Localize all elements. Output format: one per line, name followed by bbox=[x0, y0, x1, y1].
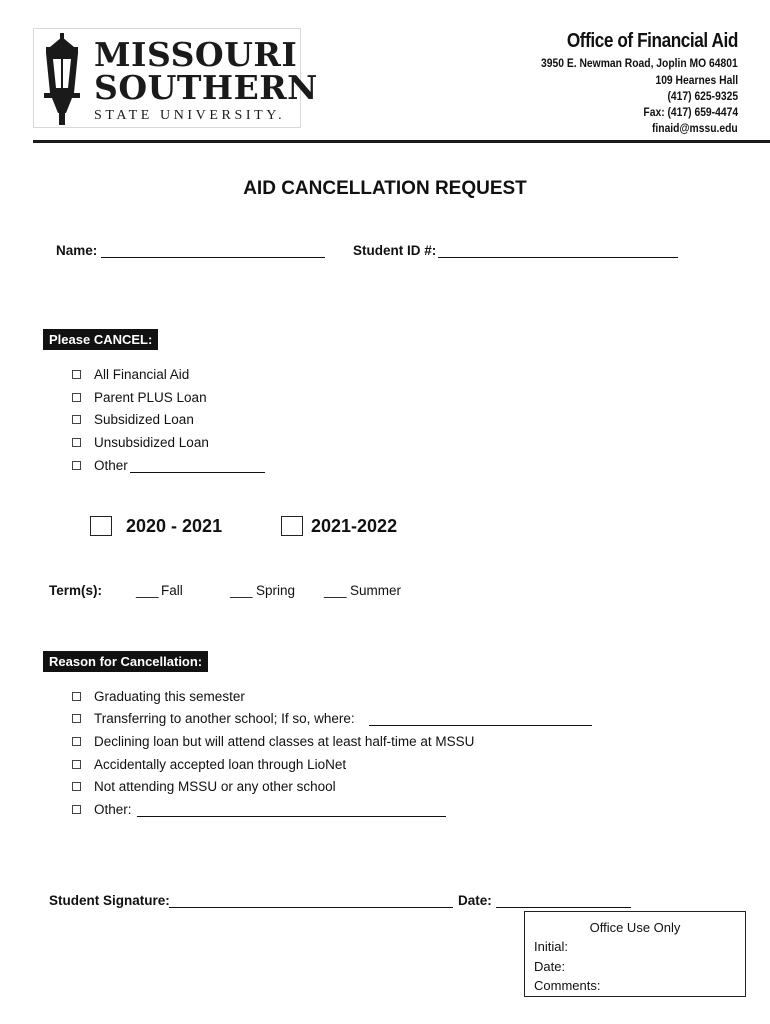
term-fall-blank[interactable]: ___ bbox=[136, 583, 159, 598]
reason-other-checkbox[interactable] bbox=[72, 805, 81, 814]
signature-label: Student Signature: bbox=[49, 893, 170, 908]
cancel-option-label: Other bbox=[94, 458, 128, 473]
cancel-section-heading: Please CANCEL: bbox=[43, 329, 158, 350]
cancel-all-aid-checkbox[interactable] bbox=[72, 370, 81, 379]
reason-declining-loan-checkbox[interactable] bbox=[72, 737, 81, 746]
reason-transferring-checkbox[interactable] bbox=[72, 714, 81, 723]
header-divider bbox=[33, 140, 770, 143]
signature-field[interactable] bbox=[169, 907, 453, 908]
year-2021-2022-checkbox[interactable] bbox=[281, 516, 303, 536]
term-option-label: Fall bbox=[161, 583, 183, 598]
year-2020-2021-checkbox[interactable] bbox=[90, 516, 112, 536]
term-option-label: Summer bbox=[350, 583, 402, 598]
name-field[interactable] bbox=[101, 257, 325, 258]
reason-not-attending-checkbox[interactable] bbox=[72, 782, 81, 791]
reason-other-field[interactable] bbox=[137, 816, 446, 817]
cancel-option-label: All Financial Aid bbox=[94, 367, 190, 382]
reason-option-label: Transferring to another school; If so, where: bbox=[94, 711, 355, 726]
date-field[interactable] bbox=[496, 907, 631, 908]
logo-text-line1: MISSOURI bbox=[94, 35, 298, 74]
reason-section-heading: Reason for Cancellation: bbox=[43, 651, 208, 672]
address-email: finaid@mssu.edu bbox=[652, 121, 738, 135]
cancel-option-label: Parent PLUS Loan bbox=[94, 390, 207, 405]
student-id-label: Student ID #: bbox=[353, 243, 437, 258]
office-title: Office of Financial Aid bbox=[566, 30, 738, 52]
cancel-other-field[interactable] bbox=[130, 472, 265, 473]
cancel-other-checkbox[interactable] bbox=[72, 461, 81, 470]
cancel-subsidized-checkbox[interactable] bbox=[72, 415, 81, 424]
year-label: 2021-2022 bbox=[311, 516, 398, 536]
cancel-option-label: Unsubsidized Loan bbox=[94, 435, 209, 450]
reason-option-label: Accidentally accepted loan through LioNet bbox=[94, 757, 347, 772]
reason-option-label: Not attending MSSU or any other school bbox=[94, 779, 336, 794]
logo-text-line2: SOUTHERN bbox=[94, 68, 318, 107]
university-logo bbox=[33, 28, 318, 128]
office-date-label: Date: bbox=[534, 959, 566, 974]
cancel-option-label: Subsidized Loan bbox=[94, 412, 194, 427]
office-comments-label: Comments: bbox=[534, 978, 601, 993]
reason-accidental-accept-checkbox[interactable] bbox=[72, 760, 81, 769]
date-label: Date: bbox=[458, 893, 492, 908]
terms-label: Term(s): bbox=[49, 583, 103, 598]
reason-option-label: Graduating this semester bbox=[94, 689, 245, 704]
address-phone: (417) 625-9325 bbox=[667, 89, 738, 103]
logo-text-line3: STATE UNIVERSITY. bbox=[94, 108, 286, 123]
lantern-icon bbox=[36, 33, 88, 125]
address-hall: 109 Hearnes Hall bbox=[655, 73, 738, 87]
address-street: 3950 E. Newman Road, Joplin MO 64801 bbox=[541, 56, 738, 70]
office-use-box bbox=[524, 911, 746, 997]
student-id-field[interactable] bbox=[438, 257, 678, 258]
term-spring-blank[interactable]: ___ bbox=[230, 583, 253, 598]
transfer-school-field[interactable] bbox=[369, 725, 592, 726]
reason-graduating-checkbox[interactable] bbox=[72, 692, 81, 701]
address-fax: Fax: (417) 659-4474 bbox=[643, 105, 738, 119]
cancel-unsubsidized-checkbox[interactable] bbox=[72, 438, 81, 447]
name-label: Name: bbox=[56, 243, 98, 258]
form-title: AID CANCELLATION REQUEST bbox=[243, 178, 527, 199]
cancel-parent-plus-checkbox[interactable] bbox=[72, 393, 81, 402]
reason-option-label: Declining loan but will attend classes at least half-time at MSSU bbox=[94, 734, 475, 749]
office-use-title: Office Use Only bbox=[589, 920, 681, 935]
office-initial-label: Initial: bbox=[534, 939, 568, 954]
year-label: 2020 - 2021 bbox=[126, 516, 223, 536]
reason-option-label: Other: bbox=[94, 802, 132, 817]
term-option-label: Spring bbox=[256, 583, 296, 598]
term-summer-blank[interactable]: ___ bbox=[324, 583, 347, 598]
